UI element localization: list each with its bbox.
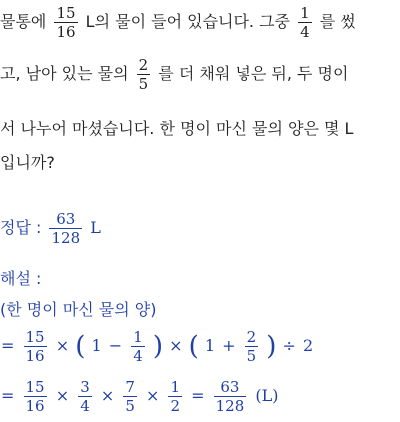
answer-fraction: $\frac{63}{128}$ bbox=[51, 210, 81, 247]
question-text: 고, 남아 있는 물의 bbox=[0, 64, 129, 83]
fraction-2-5: $\frac{2}{5}$ bbox=[138, 56, 149, 93]
question-text: 를 더 채워 넣은 뒤, 두 명이 bbox=[158, 64, 349, 83]
answer-line bbox=[0, 210, 101, 247]
explanation-line-1: (한 명이 마신 물의 양) bbox=[0, 300, 157, 319]
question-line-4: 입니까? bbox=[0, 153, 55, 172]
fraction: $\frac{3}{4}$ bbox=[80, 378, 90, 415]
question-line-3: 서 나누어 마셨습니다. 한 명이 마신 물의 양은 몇 L bbox=[0, 119, 354, 138]
fraction: $\frac{1}{4}$ bbox=[133, 328, 143, 365]
fraction: $\frac{15}{16}$ bbox=[25, 378, 45, 415]
fraction: $\frac{7}{5}$ bbox=[125, 378, 135, 415]
answer-label: 정답 : bbox=[0, 218, 42, 237]
answer-unit: L bbox=[90, 218, 101, 237]
equation-1: = $\frac{15}{16}$ × ( 1 − $\frac{1}{4}$ ) × ( 1 + $\frac{2}{5}$ ) ÷ 2 bbox=[1, 328, 314, 365]
explanation-label: 해설 : bbox=[0, 269, 42, 288]
fraction-15-16: $\frac{15}{16}$ bbox=[56, 4, 76, 41]
fraction: $\frac{2}{5}$ bbox=[246, 328, 257, 365]
fraction-1-4: $\frac{1}{4}$ bbox=[300, 4, 310, 41]
equation-2: = $\frac{15}{16}$ × $\frac{3}{4}$ × $\frac{7}{5}$ × $\frac{1}{2}$ = $\frac{63}{128}$ (L) bbox=[1, 378, 279, 415]
fraction: $\frac{1}{2}$ bbox=[170, 378, 181, 415]
result-unit: (L) bbox=[255, 386, 279, 405]
question-text: 를 썼 bbox=[319, 12, 356, 31]
question-line-1 bbox=[0, 4, 356, 41]
question-text: L의 물이 들어 있습니다. 그중 bbox=[85, 12, 291, 31]
question-text: 물통에 bbox=[0, 12, 47, 31]
question-line-2 bbox=[0, 56, 348, 93]
fraction: $\frac{15}{16}$ bbox=[25, 328, 45, 365]
result-fraction: $\frac{63}{128}$ bbox=[215, 378, 245, 415]
